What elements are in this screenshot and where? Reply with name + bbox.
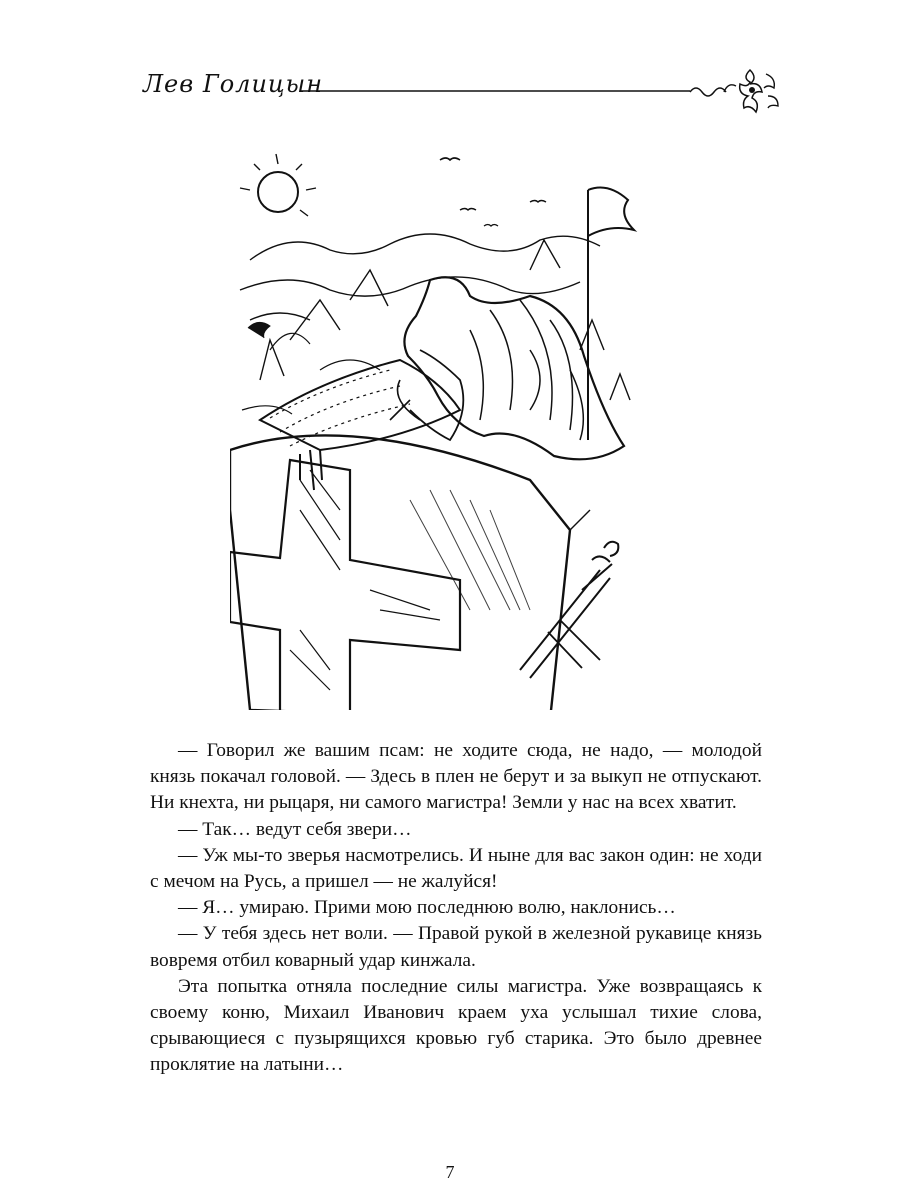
illustration-fallen-master xyxy=(230,150,650,710)
paragraph: — Уж мы-то зверья насмотрелись. И ныне для вас закон один: не ходи с мечом на Русь, а пришел — не жалуйся! xyxy=(150,844,762,893)
running-header xyxy=(0,0,900,130)
floral-ornament-icon xyxy=(680,60,790,120)
running-header-author: Лев Голицын xyxy=(143,70,324,98)
paragraph: Эта попытка отняла последние силы магистра. Уже возвращаясь к своему коню, Михаил Иванович краем уха услышал тихие слова, срывающиеся с пузырящихся кровью губ старика. Это было древнее проклятие на латыни… xyxy=(150,975,762,1076)
paragraph: — Так… ведут себя звери… xyxy=(178,818,412,840)
paragraph: — У тебя здесь нет воли. — Правой рукой в железной рукавице князь вовремя отбил коварный удар кинжала. xyxy=(150,923,762,971)
body-text xyxy=(150,738,762,1079)
header-rule xyxy=(300,88,700,94)
paragraph: — Говорил же вашим псам: не ходите сюда, не надо, — молодой князь покачал головой. — Здесь в плен не берут и за выкуп не отпускают. Ни кнехта, ни рыцаря, ни самого магистра! Земли у нас на всех хватит. xyxy=(150,740,762,814)
page-number: 7 xyxy=(445,1162,455,1182)
paragraph: — Я… умираю. Прими мою последнюю волю, наклонись… xyxy=(178,897,676,919)
